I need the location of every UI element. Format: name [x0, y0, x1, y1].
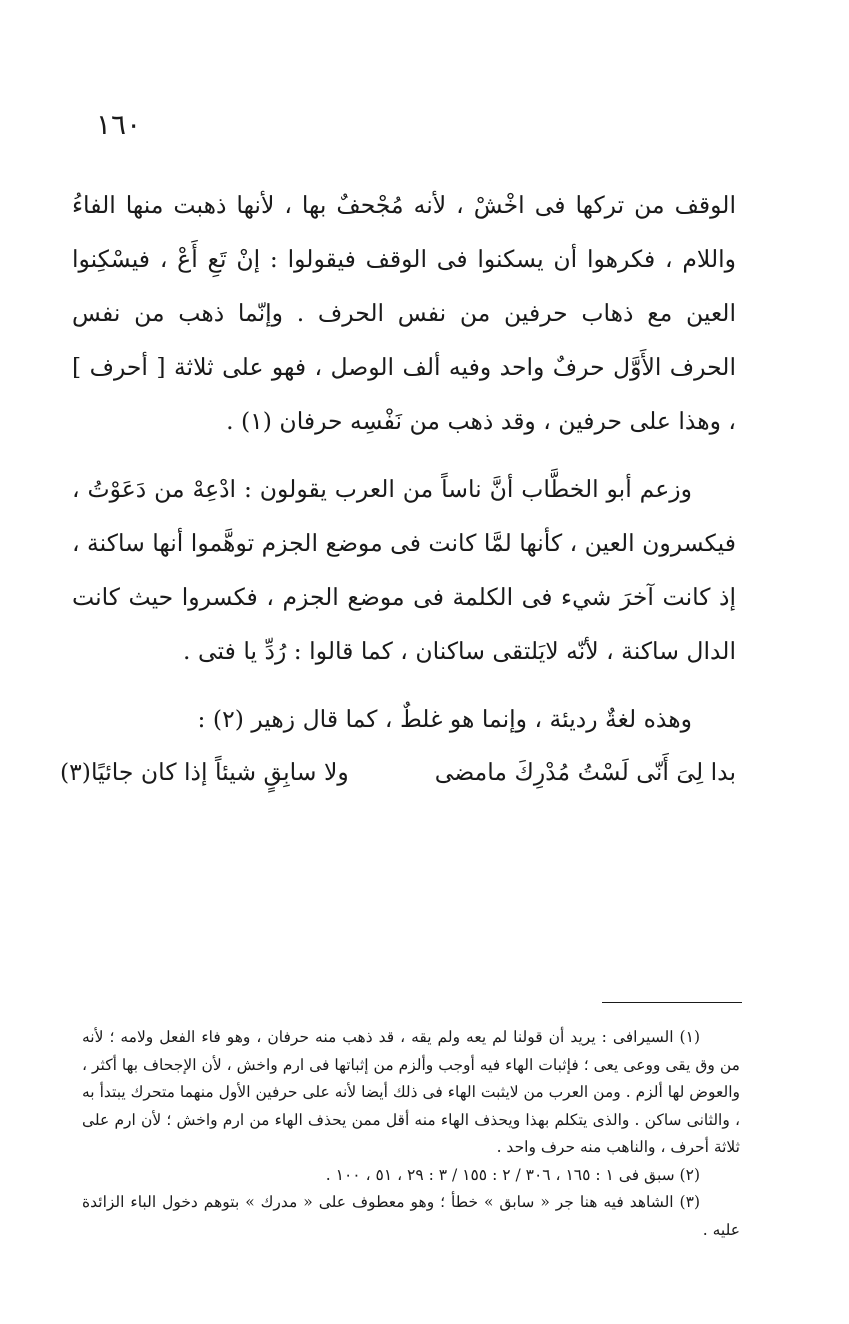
main-text	[72, 178, 736, 746]
poem-verse	[60, 750, 736, 794]
footnote-2: (٢) سبق فى ١ : ١٦٥ ، ٣٠٦ / ٢ : ١٥٥ / ٣ : ٢٩ ، ٥١ ، ١٠٠ .	[325, 1165, 700, 1184]
page-number: ١٦٠	[96, 108, 142, 141]
footnote-3: (٣) الشاهد فيه هنا جر « سابق » خطأ ؛ وهو معطوف على « مدرك » بتوهم دخول الباء الزائدة عليه .	[82, 1193, 740, 1239]
verse-first-hemistich: بدا لِىَ أَنّى لَسْتُ مُدْرِكَ مامضى	[434, 758, 736, 786]
footnote-1: (١) السيرافى : يريد أن قولنا لم يعه ولم يقه ، قد ذهب منه حرفان ، وهو فاء الفعل ولامه ؛ لأنه من وق يقى ووعى يعى ؛ فإثبات الهاء فيه أوجب وألزم من إثباتها فى ارم واخش ، لأن الإجحاف بها أكثر ، والعوض لها ألزم . ومن العرب من لايثبت الهاء فى ذلك أيضا لأنه على حرفين الأول منهما متحرك يبتدأ به ، والثانى ساكن . والذى يتكلم بهذا ويحذف الهاء منه أقل ممن يحذف الهاء من ارم واخش ؛ لأن ارم على ثلاثة أحرف ، والناهب منه حرف واحد .	[82, 1028, 740, 1156]
paragraph-1: الوقف من تركها فى اخْشْ ، لأنه مُجْحفٌ بها ، لأنها ذهبت منها الفاءُ واللام ، فكرهوا أن يسكنوا فى الوقف فيقولوا : إنْ تَعِ أَعْ ، فيسْكِنوا العين مع ذهاب حرفين من نفس الحرف . وإنّما ذهب من نفس الحرف الأَوَّل حرفٌ واحد وفيه ألف الوصل ، فهو على ثلاثة [ أحرف ] ، وهذا على حرفين ، وقد ذهب من نَفْسِه حرفان (١) .	[72, 191, 736, 435]
footnote-separator	[602, 1002, 742, 1003]
paragraph-3: وهذه لغةٌ رديئة ، وإنما هو غلطٌ ، كما قال زهير (٢) :	[197, 705, 692, 733]
paragraph-2: وزعم أبو الخطَّاب أنَّ ناساً من العرب يقولون : ادْعِهْ من دَعَوْتُ ، فيكسرون العين ، كأنها لمَّا كانت فى موضع الجزم توهَّموا أنها ساكنة ، إذ كانت آخرَ شيء فى الكلمة فى موضع الجزم ، فكسروا حيث كانت الدال ساكنة ، لأنّه لايَلتقى ساكنان ، كما قالوا : رُدِّ يا فتى .	[72, 475, 736, 665]
verse-second-hemistich: ولا سابِقٍ شيئاً إذا كان جائيًا(٣)	[60, 758, 349, 786]
footnotes	[82, 1024, 740, 1244]
